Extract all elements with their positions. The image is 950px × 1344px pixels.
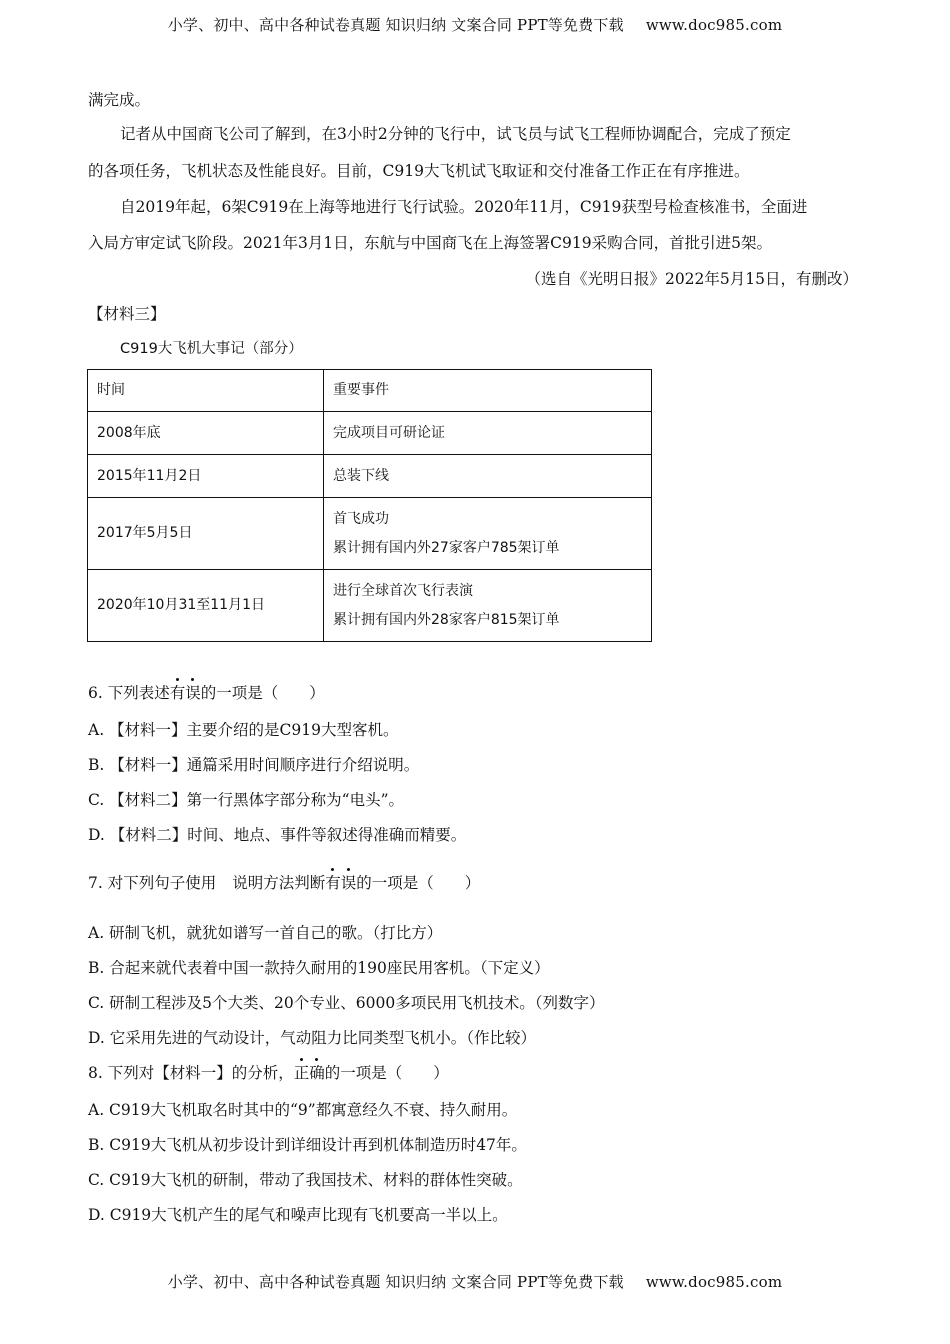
table-row — [88, 570, 652, 642]
event-line: 累计拥有国内外27家客户785架订单 — [333, 539, 560, 556]
question-6-option-c: C. 【材料二】第一行黑体字部分称为“电头”。 — [88, 791, 405, 809]
cell-event — [324, 498, 652, 570]
table-row — [88, 455, 652, 498]
table-header-row — [88, 370, 652, 412]
stem-text: 的一项是（ ） — [356, 874, 481, 892]
paragraph-2-line-2: 入局方审定试飞阶段。2021年3月1日，东航与中国商飞在上海签署C919采购合同，首批引进5架。 — [88, 234, 772, 252]
event-line: 进行全球首次飞行表演 — [333, 582, 473, 599]
emphasis-char: 误 — [185, 684, 201, 702]
table-title: C919大飞机大事记（部分） — [120, 341, 303, 357]
cell-event — [324, 455, 652, 498]
footer-url[interactable]: www.doc985.com — [645, 1273, 783, 1291]
header-text: 小学、初中、高中各种试卷真题 知识归纳 文案合同 PPT等免费下载 — [167, 16, 624, 34]
stem-text: 的一项是（ ） — [324, 1064, 449, 1082]
question-6-stem — [88, 682, 858, 704]
emphasis-char: 正 — [293, 1064, 310, 1082]
cell-time: 2008年底 — [88, 412, 324, 455]
column-header-time: 时间 — [88, 370, 324, 412]
emphasis-char: 确 — [309, 1064, 325, 1082]
paragraph-1-line-2: 的各项任务，飞机状态及性能良好。目前，C919大飞机试飞取证和交付准备工作正在有序推进。 — [88, 162, 750, 180]
cell-event — [324, 412, 652, 455]
question-7-option-a: A. 研制飞机，就犹如谱写一首自己的歌。（打比方） — [88, 924, 443, 942]
source-citation: （选自《光明日报》2022年5月15日，有删改） — [525, 270, 858, 288]
question-6-option-d: D. 【材料二】时间、地点、事件等叙述得准确而精要。 — [88, 826, 467, 844]
stem-text: 说明方法判断 — [232, 874, 326, 892]
question-8-option-a: A. C919大飞机取名时其中的“9”都寓意经久不衰、持久耐用。 — [88, 1101, 518, 1119]
stem-text: 8. 下列对【材料一】的分析， — [88, 1064, 294, 1082]
question-6-option-a: A. 【材料一】主要介绍的是C919大型客机。 — [88, 721, 399, 739]
header-url[interactable]: www.doc985.com — [645, 16, 783, 34]
page-footer — [0, 1271, 950, 1292]
cell-event — [324, 570, 652, 642]
question-8-stem — [88, 1062, 858, 1084]
event-line: 首飞成功 — [333, 510, 389, 527]
body-line-continuation: 满完成。 — [88, 91, 151, 109]
question-7-option-b: B. 合起来就代表着中国一款持久耐用的190座民用客机。（下定义） — [88, 959, 550, 977]
event-line: 累计拥有国内外28家客户815架订单 — [333, 611, 560, 628]
event-line: 总装下线 — [333, 467, 389, 484]
cell-time: 2017年5月5日 — [88, 498, 324, 570]
stem-text: 6. 下列表述 — [88, 684, 170, 702]
table-row — [88, 498, 652, 570]
table-row — [88, 412, 652, 455]
emphasis-char: 误 — [340, 874, 357, 892]
emphasis-char: 有 — [325, 874, 341, 892]
events-table — [87, 369, 652, 642]
column-header-event: 重要事件 — [324, 370, 652, 412]
question-8-option-d: D. C919大飞机产生的尾气和噪声比现有飞机要高一半以上。 — [88, 1206, 508, 1224]
footer-text: 小学、初中、高中各种试卷真题 知识归纳 文案合同 PPT等免费下载 — [167, 1273, 624, 1291]
page-header — [0, 14, 950, 35]
emphasis-char: 有 — [169, 684, 186, 702]
cell-time: 2020年10月31至11月1日 — [88, 570, 324, 642]
question-7-option-c: C. 研制工程涉及5个大类、20个专业、6000多项民用飞机技术。（列数字） — [88, 994, 605, 1012]
material-3-heading: 【材料三】 — [88, 305, 166, 323]
question-8-option-c: C. C919大飞机的研制，带动了我国技术、材料的群体性突破。 — [88, 1171, 523, 1189]
stem-text: 7. 对下列句子使用 — [88, 874, 217, 892]
question-6-option-b: B. 【材料一】通篇采用时间顺序进行介绍说明。 — [88, 756, 420, 774]
cell-time: 2015年11月2日 — [88, 455, 324, 498]
question-8-option-b: B. C919大飞机从初步设计到详细设计再到机体制造历时47年。 — [88, 1136, 527, 1154]
question-7-option-d: D. 它采用先进的气动设计，气动阻力比同类型飞机小。（作比较） — [88, 1029, 536, 1047]
event-line: 完成项目可研论证 — [333, 424, 445, 441]
stem-text: 的一项是（ ） — [200, 684, 325, 702]
paragraph-2-line-1: 自2019年起，6架C919在上海等地进行飞行试验。2020年11月，C919获型号检查核准书，全面进 — [120, 198, 808, 216]
question-7-stem — [88, 872, 858, 894]
paragraph-1-line-1: 记者从中国商飞公司了解到，在3小时2分钟的飞行中，试飞员与试飞工程师协调配合，完成了预定 — [120, 125, 791, 143]
